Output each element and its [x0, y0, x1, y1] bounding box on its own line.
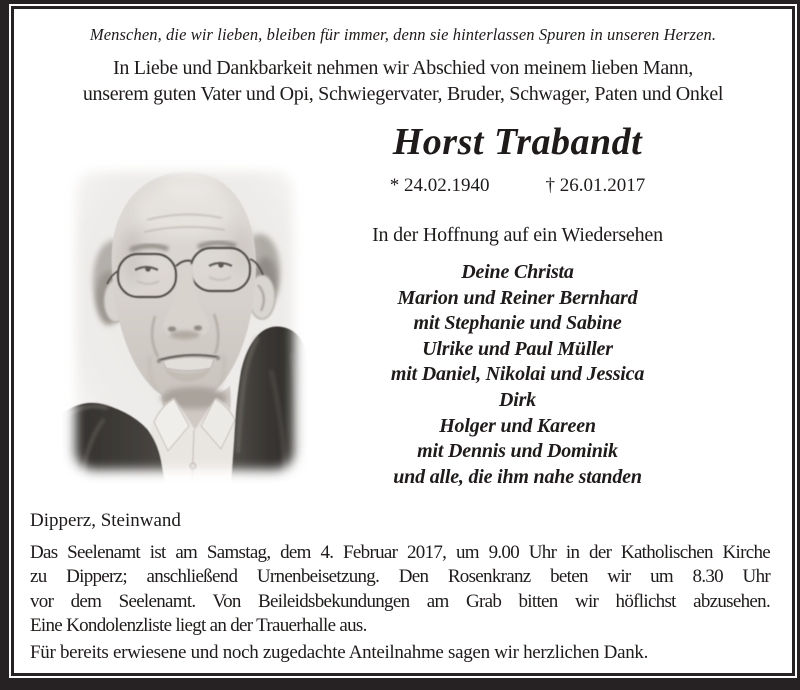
deceased-name: Horst Trabandt: [392, 121, 643, 163]
thanks-line: Für bereits erwiesene und noch zugedachte Anteilnahme sagen wir herzlichen Dank.: [30, 642, 649, 663]
mourner-line: und alle, die ihm nahe standen: [393, 465, 642, 488]
epigraph-quote: Menschen, die wir lieben, bleiben für immer, denn sie hinterlassen Spuren in unseren Herzen.: [89, 25, 717, 44]
portrait-photo-drawing: [62, 158, 307, 483]
service-line: vor dem Seelenamt. Von Beileidsbekundungen am Grab bitten wir höflichst abzusehen.: [30, 590, 770, 612]
service-paragraph: [30, 541, 770, 638]
mourner-line: Marion und Reiner Bernhard: [397, 286, 638, 309]
death-date: † 26.01.2017: [545, 175, 646, 196]
portrait-photo: [62, 158, 307, 483]
mourner-line: Ulrike und Paul Müller: [422, 337, 613, 360]
mourner-line: Deine Christa: [461, 261, 574, 283]
life-dates: [345, 174, 690, 198]
mourner-line: mit Dennis und Dominik: [417, 440, 618, 463]
place-line: Dipperz, Steinwand: [30, 510, 181, 531]
service-line: Das Seelenamt ist am Samstag, dem 4. Februar 2017, um 9.00 Uhr in der Katholischen Kirche: [30, 542, 770, 563]
intro-text: [16, 56, 790, 107]
birth-date: * 24.02.1940: [389, 175, 490, 196]
mourner-line: mit Stephanie und Sabine: [413, 312, 622, 335]
mourner-line: Holger und Kareen: [439, 414, 596, 437]
mourner-line: mit Daniel, Nikolai und Jessica: [390, 363, 645, 386]
mourner-line: Dirk: [499, 388, 536, 411]
announcement-column: [345, 121, 690, 490]
service-line: Eine Kondolenzliste liegt an der Trauerhalle aus.: [30, 614, 367, 636]
hope-line: In der Hoffnung auf ein Wiedersehen: [372, 224, 663, 246]
intro-line-2: unserem guten Vater und Opi, Schwiegervater, Bruder, Schwager, Paten und Onkel: [82, 82, 724, 105]
mourners-list: [345, 260, 690, 490]
service-line: zu Dipperz; anschließend Urnenbeisetzung. Den Rosenkranz beten wir um 8.30 Uhr: [30, 566, 770, 588]
intro-line-1: In Liebe und Dankbarkeit nehmen wir Abschied von meinem lieben Mann,: [113, 57, 693, 79]
